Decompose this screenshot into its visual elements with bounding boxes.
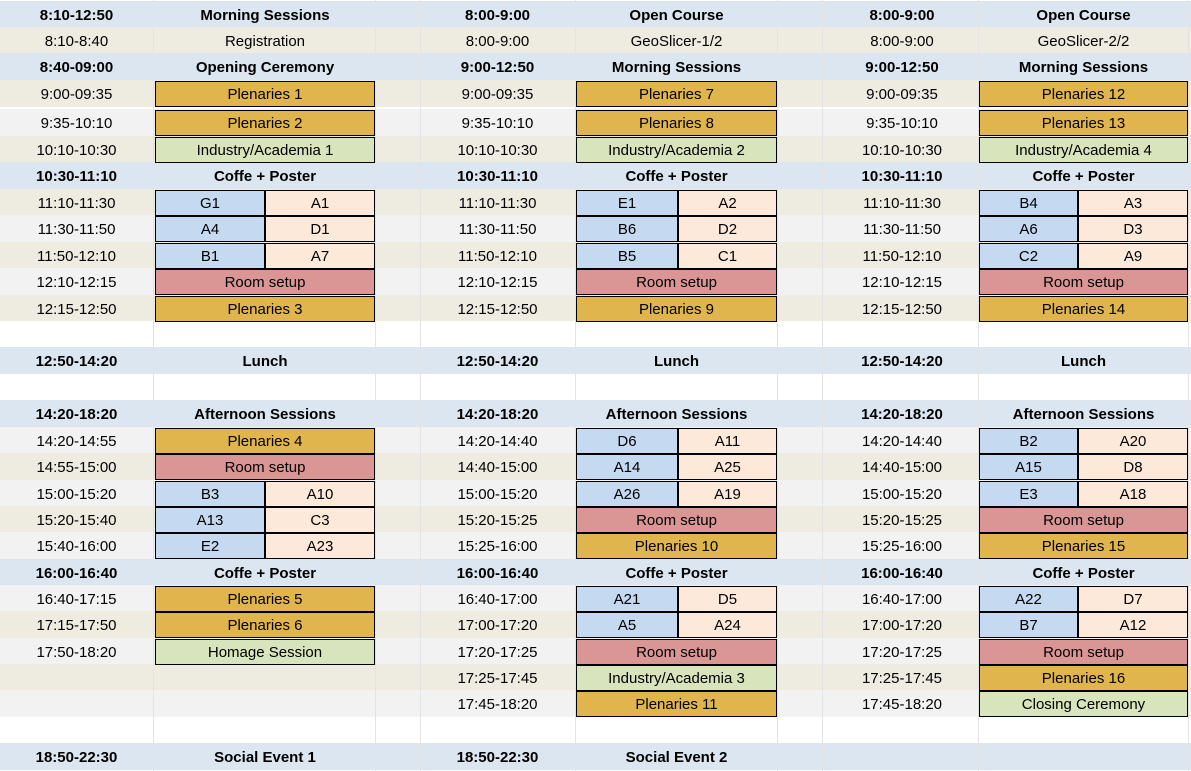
session-block: Industry/Academia 2 (576, 137, 777, 163)
parallel-session-left: A6 (979, 216, 1078, 242)
time-slot: 14:40-15:00 (457, 458, 538, 476)
section-title: Lunch (654, 352, 699, 370)
time-slot: 10:30-11:10 (457, 167, 538, 185)
time-slot: 11:10-11:30 (37, 194, 116, 212)
parallel-session-right: A11 (678, 428, 777, 454)
session-block: Plenaries 4 (155, 428, 375, 454)
session-block: Room setup (576, 269, 777, 295)
section-title: Coffe + Poster (213, 564, 317, 582)
time-slot: 12:15-12:50 (457, 300, 538, 318)
time-slot: 9:00-09:35 (866, 85, 938, 103)
parallel-session-right: A2 (678, 190, 777, 216)
parallel-session-left: B1 (155, 243, 265, 269)
gridline (822, 0, 823, 771)
parallel-session-right: D7 (1078, 586, 1188, 612)
parallel-session-left: D6 (576, 428, 678, 454)
time-slot: 11:50-12:10 (37, 247, 116, 265)
time-slot: 17:25-17:45 (861, 669, 943, 687)
parallel-session-left: A26 (576, 481, 678, 507)
section-title: Lunch (1061, 352, 1106, 370)
parallel-session-right: A18 (1078, 481, 1188, 507)
time-slot: 16:40-17:00 (457, 590, 538, 608)
session-block: Industry/Academia 3 (576, 665, 777, 691)
time-slot: 17:00-17:20 (457, 616, 538, 634)
time-slot: 8:40-09:00 (39, 58, 114, 76)
time-slot: 9:00-12:50 (460, 58, 535, 76)
parallel-session-left: C2 (979, 243, 1078, 269)
session-block: Plenaries 7 (576, 81, 777, 107)
time-slot: 17:15-17:50 (36, 616, 117, 634)
time-slot: 18:50-22:30 (35, 748, 118, 766)
session-block: Plenaries 1 (155, 81, 375, 107)
session-block: Room setup (155, 269, 375, 295)
time-slot: 10:10-10:30 (861, 141, 943, 159)
time-slot: 14:20-14:55 (36, 432, 117, 450)
time-slot: 10:30-11:10 (36, 167, 117, 185)
time-slot: 10:30-11:10 (861, 167, 943, 185)
time-slot: 14:40-15:00 (861, 458, 943, 476)
section-title: Opening Ceremony (195, 58, 335, 76)
parallel-session-right: A10 (265, 481, 375, 507)
time-slot: 15:00-15:20 (861, 485, 943, 503)
time-slot: 11:10-11:30 (863, 194, 941, 212)
parallel-session-left: G1 (155, 190, 265, 216)
session-block: Plenaries 10 (576, 533, 777, 559)
parallel-session-left: A21 (576, 586, 678, 612)
time-slot: 8:10-12:50 (39, 6, 114, 24)
section-title: Morning Sessions (200, 6, 330, 24)
time-slot: 14:20-14:40 (861, 432, 943, 450)
parallel-session-right: D8 (1078, 454, 1188, 480)
parallel-session-right: D2 (678, 216, 777, 242)
time-slot: 12:15-12:50 (36, 300, 117, 318)
time-slot: 17:00-17:20 (861, 616, 943, 634)
session-block: Industry/Academia 1 (155, 137, 375, 163)
section-title: Coffe + Poster (1032, 564, 1135, 582)
time-slot: 8:00-9:00 (465, 32, 530, 50)
parallel-session-left: B4 (979, 190, 1078, 216)
gridline (375, 0, 376, 771)
session-block: Room setup (155, 454, 375, 480)
parallel-session-left: E3 (979, 481, 1078, 507)
parallel-session-right: D1 (265, 216, 375, 242)
parallel-session-left: E1 (576, 190, 678, 216)
time-slot: 12:10-12:15 (457, 273, 538, 291)
time-slot: 15:25-16:00 (457, 537, 538, 555)
parallel-session-left: B2 (979, 428, 1078, 454)
time-slot: 14:20-18:20 (35, 405, 118, 423)
time-slot: 8:00-9:00 (870, 32, 934, 50)
parallel-session-left: A4 (155, 216, 265, 242)
time-slot: 12:10-12:15 (36, 273, 117, 291)
time-slot: 14:55-15:00 (36, 458, 117, 476)
time-slot: 16:40-17:15 (36, 590, 117, 608)
time-slot: 12:50-14:20 (456, 352, 539, 370)
parallel-session-left: E2 (155, 533, 265, 559)
parallel-session-right: D5 (678, 586, 777, 612)
parallel-session-left: A14 (576, 454, 678, 480)
session-block: Room setup (979, 507, 1188, 533)
session-block: Plenaries 15 (979, 533, 1188, 559)
time-slot: 15:25-16:00 (861, 537, 943, 555)
section-title: Coffe + Poster (1032, 167, 1135, 185)
time-slot: 12:50-14:20 (35, 352, 118, 370)
time-slot: 16:40-17:00 (861, 590, 943, 608)
parallel-session-right: A9 (1078, 243, 1188, 269)
section-title: Afternoon Sessions (605, 405, 748, 423)
session-block: Plenaries 3 (155, 296, 375, 322)
row-band (0, 374, 1191, 401)
row-band (0, 321, 1191, 348)
gridline (777, 0, 778, 771)
row-band (0, 717, 1191, 744)
session-block: Plenaries 16 (979, 665, 1188, 691)
section-title: Coffe + Poster (213, 167, 317, 185)
parallel-session-left: B6 (576, 216, 678, 242)
session-block: Plenaries 5 (155, 586, 375, 612)
section-title: Afternoon Sessions (1012, 405, 1155, 423)
session-block: Plenaries 2 (155, 110, 375, 136)
parallel-session-right: A12 (1078, 612, 1188, 638)
time-slot: 9:35-10:10 (866, 114, 938, 132)
parallel-session-right: C3 (265, 507, 375, 533)
time-slot: 9:00-12:50 (865, 58, 939, 76)
time-slot: 15:40-16:00 (36, 537, 117, 555)
parallel-session-left: B7 (979, 612, 1078, 638)
time-slot: 17:45-18:20 (861, 695, 943, 713)
time-slot: 9:35-10:10 (461, 114, 534, 132)
section-title: Coffe + Poster (625, 167, 728, 185)
session-block: Room setup (979, 639, 1188, 665)
section-title: Morning Sessions (1018, 58, 1149, 76)
time-slot: 14:20-18:20 (861, 405, 943, 423)
parallel-session-right: A19 (678, 481, 777, 507)
time-slot: 15:20-15:40 (36, 511, 117, 529)
session-block: Room setup (576, 507, 777, 533)
parallel-session-right: A7 (265, 243, 375, 269)
session-block: Plenaries 6 (155, 612, 375, 638)
time-slot: 8:00-9:00 (869, 6, 935, 24)
session-block: Plenaries 9 (576, 296, 777, 322)
parallel-session-right: C1 (678, 243, 777, 269)
time-slot: 10:10-10:30 (36, 141, 117, 159)
section-title: Morning Sessions (611, 58, 742, 76)
time-slot: 12:50-14:20 (861, 352, 943, 370)
parallel-session-left: B5 (576, 243, 678, 269)
time-slot: 17:25-17:45 (457, 669, 538, 687)
time-slot: 9:00-09:35 (40, 85, 113, 103)
parallel-session-right: A23 (265, 533, 375, 559)
section-title: Lunch (242, 352, 288, 370)
time-slot: 15:00-15:20 (36, 485, 117, 503)
session-block: Room setup (979, 269, 1188, 295)
time-slot: 14:20-14:40 (457, 432, 538, 450)
section-title: Coffe + Poster (625, 564, 728, 582)
session-block: Plenaries 13 (979, 110, 1188, 136)
session-block: Homage Session (155, 639, 375, 665)
time-slot: 9:00-09:35 (461, 85, 534, 103)
session-block: Plenaries 8 (576, 110, 777, 136)
parallel-session-right: A25 (678, 454, 777, 480)
time-slot: 11:30-11:50 (458, 220, 537, 238)
time-slot: 11:10-11:30 (458, 194, 537, 212)
session-block: Industry/Academia 4 (979, 137, 1188, 163)
gridline (1188, 0, 1189, 771)
section-title: Social Event 1 (214, 748, 316, 766)
time-slot: 12:15-12:50 (861, 300, 943, 318)
parallel-session-right: A3 (1078, 190, 1188, 216)
time-slot: 8:00-9:00 (464, 6, 531, 24)
parallel-session-left: A22 (979, 586, 1078, 612)
gridline (153, 0, 154, 771)
session-block: Room setup (576, 639, 777, 665)
time-slot: 16:00-16:40 (861, 564, 943, 582)
parallel-session-left: A5 (576, 612, 678, 638)
time-slot: 17:20-17:25 (861, 643, 943, 661)
time-slot: 15:20-15:25 (457, 511, 538, 529)
session-block: Plenaries 11 (576, 691, 777, 717)
time-slot: 10:10-10:30 (457, 141, 538, 159)
time-slot: 9:35-10:10 (40, 114, 113, 132)
time-slot: 17:45-18:20 (457, 695, 538, 713)
parallel-session-left: B3 (155, 481, 265, 507)
parallel-session-left: A15 (979, 454, 1078, 480)
time-slot: 17:50-18:20 (36, 643, 117, 661)
activity-label: GeoSlicer-2/2 (1037, 32, 1130, 50)
time-slot: 15:20-15:25 (861, 511, 943, 529)
parallel-session-right: A1 (265, 190, 375, 216)
activity-label: GeoSlicer-1/2 (630, 32, 723, 50)
parallel-session-right: D3 (1078, 216, 1188, 242)
parallel-session-right: A20 (1078, 428, 1188, 454)
time-slot: 17:20-17:25 (457, 643, 538, 661)
time-slot: 8:10-8:40 (44, 32, 109, 50)
session-block: Closing Ceremony (979, 691, 1188, 717)
session-block: Plenaries 12 (979, 81, 1188, 107)
session-block: Plenaries 14 (979, 296, 1188, 322)
time-slot: 15:00-15:20 (457, 485, 538, 503)
section-title: Open Course (629, 6, 724, 24)
time-slot: 18:50-22:30 (456, 748, 539, 766)
time-slot: 11:50-12:10 (862, 247, 942, 265)
section-title: Afternoon Sessions (194, 405, 336, 423)
time-slot: 16:00-16:40 (35, 564, 118, 582)
time-slot: 11:30-11:50 (37, 220, 116, 238)
time-slot: 16:00-16:40 (456, 564, 539, 582)
parallel-session-left: A13 (155, 507, 265, 533)
time-slot: 11:30-11:50 (863, 220, 941, 238)
section-title: Open Course (1036, 6, 1131, 24)
time-slot: 12:10-12:15 (861, 273, 943, 291)
section-title: Social Event 2 (625, 748, 728, 766)
parallel-session-right: A24 (678, 612, 777, 638)
time-slot: 11:50-12:10 (458, 247, 537, 265)
time-slot: 14:20-18:20 (456, 405, 539, 423)
activity-label: Registration (224, 32, 306, 50)
